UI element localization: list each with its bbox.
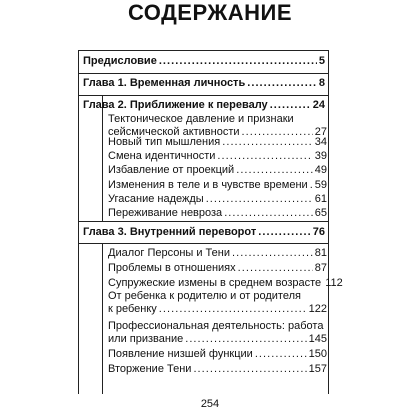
divider xyxy=(102,243,103,394)
page-ref: 27 xyxy=(314,126,327,138)
page-ref: 145 xyxy=(308,333,327,345)
chapter-title: Глава 3. Внутренний переворот xyxy=(83,226,257,238)
toc-chapter[interactable] xyxy=(83,55,325,68)
toc-section[interactable] xyxy=(108,262,327,275)
dot-leader xyxy=(232,247,313,260)
section-title-line: Профессиональная деятельность: работа xyxy=(108,320,324,332)
dot-leader xyxy=(238,262,313,275)
dot-leader xyxy=(310,179,313,192)
toc-section[interactable] xyxy=(108,136,327,149)
toc-chapter[interactable] xyxy=(83,99,325,112)
dot-leader xyxy=(159,55,317,68)
dot-leader xyxy=(222,136,313,149)
toc-section[interactable] xyxy=(108,207,327,220)
divider xyxy=(78,221,328,222)
section-title: Диалог Персоны и Тени xyxy=(108,247,230,259)
divider xyxy=(78,50,328,51)
toc-section[interactable] xyxy=(108,320,327,346)
page-ref: 59 xyxy=(314,179,327,191)
page-ref: 8 xyxy=(318,77,325,89)
toc-section[interactable] xyxy=(108,290,327,316)
divider xyxy=(78,95,328,96)
page-ref: 34 xyxy=(314,136,327,148)
page-title: СОДЕРЖАНИЕ xyxy=(127,0,293,25)
section-title: Смена идентичности xyxy=(108,150,216,162)
dot-leader xyxy=(185,333,306,346)
toc-section[interactable] xyxy=(108,150,327,163)
page-number: 254 xyxy=(200,398,220,410)
section-title: Проблемы в отношениях xyxy=(108,262,236,274)
dot-leader xyxy=(159,303,307,316)
dot-leader xyxy=(217,150,312,163)
page-ref: 5 xyxy=(318,55,325,67)
divider xyxy=(78,243,328,244)
page-ref: 87 xyxy=(314,262,327,274)
chapter-title: Глава 2. Приближение к перевалу xyxy=(83,99,268,111)
page-ref: 81 xyxy=(314,247,327,259)
section-title: или призвание xyxy=(108,333,184,345)
page-ref: 39 xyxy=(314,150,327,162)
section-title-line: Тектоническое давление и признаки xyxy=(108,113,294,125)
page-ref: 65 xyxy=(314,207,327,219)
toc-chapter[interactable] xyxy=(83,77,325,90)
section-title: Угасание надежды xyxy=(108,193,204,205)
toc-section[interactable] xyxy=(108,363,327,376)
divider xyxy=(102,95,103,221)
section-title: Вторжение Тени xyxy=(108,363,192,375)
toc-section[interactable] xyxy=(108,348,327,361)
chapter-title: Предисловие xyxy=(83,55,157,67)
dot-leader xyxy=(206,193,313,206)
section-title: к ребенку xyxy=(108,303,157,315)
page-ref: 157 xyxy=(308,363,327,375)
dot-leader xyxy=(247,77,317,90)
dot-leader xyxy=(236,164,313,177)
divider xyxy=(78,50,79,394)
page-ref: 24 xyxy=(312,99,325,111)
dot-leader xyxy=(255,348,307,361)
divider xyxy=(328,50,329,394)
page-ref: 76 xyxy=(312,226,325,238)
toc-chapter[interactable] xyxy=(83,226,325,239)
dot-leader xyxy=(258,226,311,239)
section-title: Переживание невроза xyxy=(108,207,223,219)
dot-leader xyxy=(224,207,313,220)
page-ref: 150 xyxy=(308,348,327,360)
section-title: Новый тип мышления xyxy=(108,136,221,148)
dot-leader xyxy=(270,99,311,112)
toc-section[interactable] xyxy=(108,179,327,192)
toc-section[interactable] xyxy=(108,164,327,177)
page-ref: 49 xyxy=(314,164,327,176)
page-ref: 122 xyxy=(308,303,327,315)
toc-section[interactable] xyxy=(108,247,327,260)
section-title: Супружеские измены в среднем возрасте xyxy=(108,277,322,289)
toc-section[interactable] xyxy=(108,193,327,206)
section-title-line: От ребенка к родителю и от родителя xyxy=(108,290,301,302)
section-title: Появление низшей функции xyxy=(108,348,253,360)
toc-section[interactable] xyxy=(108,277,343,290)
chapter-title: Глава 1. Временная личность xyxy=(83,77,246,89)
divider xyxy=(78,73,328,74)
section-title: сейсмической активности xyxy=(108,126,240,138)
page-ref: 112 xyxy=(325,277,343,289)
page-ref: 61 xyxy=(314,193,327,205)
section-title: Избавление от проекций xyxy=(108,164,235,176)
dot-leader xyxy=(193,363,306,376)
section-title: Изменения в теле и в чувстве времени xyxy=(108,179,308,191)
